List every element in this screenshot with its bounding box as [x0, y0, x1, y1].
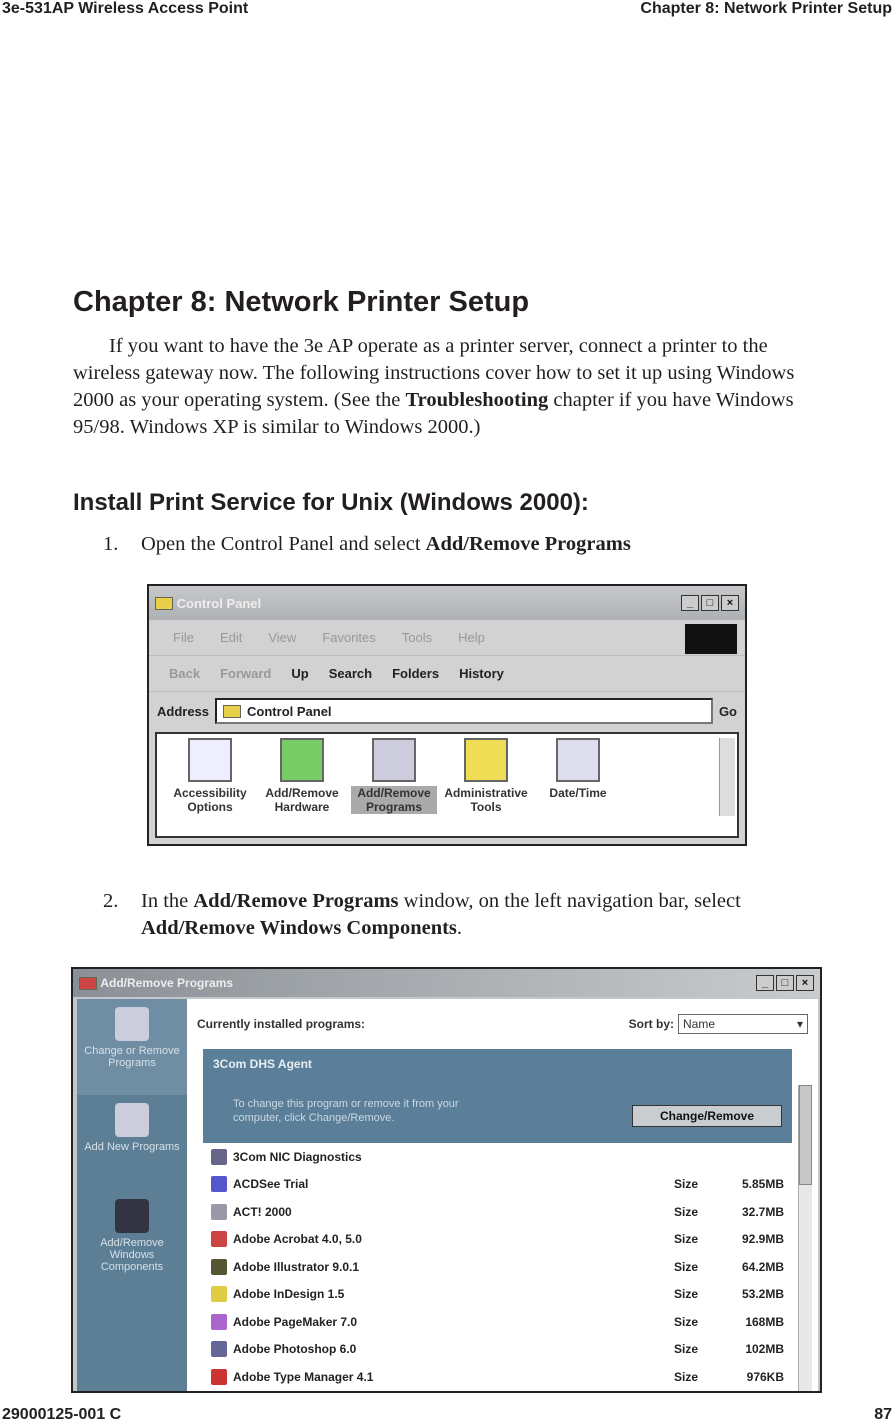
- item-label: Accessibility Options: [173, 786, 247, 814]
- scrollbar[interactable]: [719, 738, 735, 816]
- size-value: 92.9MB: [741, 1232, 784, 1247]
- nav-windows-components[interactable]: [77, 1191, 187, 1287]
- hardware-icon: [280, 738, 324, 782]
- step-text: In the: [141, 890, 194, 912]
- item-add-remove-hardware[interactable]: [259, 738, 345, 832]
- menu-favorites[interactable]: Favorites: [322, 630, 376, 645]
- close-icon[interactable]: ×: [796, 975, 814, 991]
- program-row[interactable]: [203, 1253, 792, 1281]
- program-desc: To change this program or remove it from your computer, click Change/Remove.: [233, 1098, 459, 1124]
- program-row[interactable]: [203, 1336, 792, 1364]
- minimize-icon[interactable]: _: [756, 975, 774, 991]
- program-name: 3Com DHS Agent: [213, 1057, 312, 1071]
- folders-button[interactable]: Folders: [392, 666, 440, 681]
- intro-text-2: chapter if you have Windows 95/98. Windows XP is similar to Windows 2000.): [73, 389, 794, 438]
- folder-icon: [223, 705, 241, 718]
- item-date-time[interactable]: [535, 738, 621, 832]
- size-value: 168MB: [745, 1314, 784, 1329]
- step-text: Open the Control Panel and select: [141, 533, 426, 555]
- nav-label: Change or Remove Programs: [84, 1045, 180, 1069]
- program-list: [187, 1143, 818, 1391]
- sort-value: Name: [683, 1017, 716, 1031]
- size-label: Size: [674, 1204, 699, 1219]
- item-label: Date/Time: [549, 786, 607, 800]
- program-row[interactable]: [203, 1281, 792, 1309]
- size-value: 5.85MB: [741, 1177, 784, 1192]
- nav-change-remove[interactable]: [77, 999, 187, 1095]
- menu-help[interactable]: Help: [458, 630, 485, 645]
- item-accessibility-options[interactable]: [167, 738, 253, 832]
- size-label: Size: [674, 1259, 699, 1274]
- item-add-remove-programs[interactable]: [351, 738, 437, 832]
- history-button[interactable]: History: [459, 666, 504, 681]
- program-name: Adobe Illustrator 9.0.1: [233, 1259, 360, 1274]
- step-text: .: [456, 917, 463, 939]
- intro-paragraph: [73, 333, 808, 441]
- up-button[interactable]: Up: [291, 666, 309, 681]
- menu-view[interactable]: View: [268, 630, 297, 645]
- programs-icon: [372, 738, 416, 782]
- list-heading: Currently installed programs:: [197, 1017, 366, 1031]
- page-number: 87: [874, 1406, 892, 1423]
- program-row[interactable]: [203, 1363, 792, 1391]
- admin-tools-icon: [464, 738, 508, 782]
- program-row[interactable]: [203, 1226, 792, 1254]
- nav-sidebar: [77, 999, 187, 1391]
- program-icon: [211, 1149, 227, 1165]
- windows-components-icon: [115, 1199, 149, 1233]
- program-icon: [211, 1314, 227, 1330]
- minimize-icon[interactable]: _: [681, 595, 699, 611]
- size-value: 32.7MB: [741, 1204, 784, 1219]
- step-number: 2.: [103, 890, 119, 912]
- running-header-left: 3e-531AP Wireless Access Point: [2, 0, 249, 17]
- program-icon: [211, 1231, 227, 1247]
- maximize-icon[interactable]: □: [701, 595, 719, 611]
- program-row[interactable]: [203, 1198, 792, 1226]
- sort-select[interactable]: [678, 1014, 808, 1034]
- accessibility-icon: [188, 738, 232, 782]
- menu-edit[interactable]: Edit: [219, 630, 243, 645]
- item-label: Add/Remove Programs: [351, 786, 437, 814]
- program-name: 3Com NIC Diagnostics: [233, 1149, 362, 1164]
- window-title: Add/Remove Programs: [100, 976, 234, 990]
- nav-add-new[interactable]: [77, 1095, 187, 1191]
- cd-icon: [115, 1103, 149, 1137]
- program-name: Adobe Type Manager 4.1: [233, 1369, 374, 1384]
- control-panel-screenshot: [147, 584, 747, 846]
- selected-program[interactable]: [203, 1049, 792, 1143]
- intro-text-1: If you want to have the 3e AP operate as a printer server, connect a printer to the wireless gateway now. The following instructions cover how to set it up using Windows 2000 as your operating system. (See the: [73, 335, 795, 411]
- program-name: Adobe Acrobat 4.0, 5.0: [233, 1232, 362, 1247]
- menu-bar: [149, 620, 745, 656]
- size-label: Size: [674, 1314, 699, 1329]
- menu-file[interactable]: File: [173, 630, 194, 645]
- nav-label: Add/Remove Windows Components: [100, 1237, 164, 1273]
- step-number: 1.: [103, 533, 119, 555]
- size-value: 64.2MB: [741, 1259, 784, 1274]
- program-row[interactable]: [203, 1171, 792, 1199]
- size-label: Size: [674, 1369, 699, 1384]
- item-administrative-tools[interactable]: [443, 738, 529, 832]
- sort-label: Sort by:: [628, 1017, 674, 1031]
- folder-icon: [155, 597, 173, 610]
- program-icon: [211, 1204, 227, 1220]
- program-row[interactable]: [203, 1143, 792, 1171]
- nav-label: Add New Programs: [84, 1141, 180, 1153]
- step-text: window, on the left navigation bar, select: [398, 890, 741, 912]
- program-icon: [211, 1286, 227, 1302]
- control-panel-items: [155, 732, 739, 838]
- scrollbar[interactable]: [798, 1085, 812, 1393]
- program-name: Adobe PageMaker 7.0: [233, 1314, 358, 1329]
- app-icon: [79, 977, 97, 990]
- program-row[interactable]: [203, 1308, 792, 1336]
- item-label: Administrative Tools: [444, 786, 528, 814]
- size-value: 53.2MB: [741, 1287, 784, 1302]
- program-name: Adobe Photoshop 6.0: [233, 1342, 357, 1357]
- footer-doc-number: 29000125-001 C: [2, 1406, 122, 1423]
- size-value: 102MB: [745, 1342, 784, 1357]
- step-bold: Add/Remove Programs: [425, 533, 631, 555]
- step-bold: Add/Remove Windows Components: [141, 917, 457, 939]
- size-value: 976KB: [746, 1369, 784, 1384]
- toolbar: [149, 656, 745, 692]
- chapter-title: Chapter 8: Network Printer Setup: [73, 286, 530, 318]
- close-icon[interactable]: ×: [721, 595, 739, 611]
- item-label: Add/Remove Hardware: [265, 786, 339, 814]
- program-name: ACT! 2000: [233, 1204, 292, 1219]
- forward-button[interactable]: Forward: [220, 666, 272, 681]
- address-label: Address: [157, 703, 210, 719]
- program-icon: [211, 1369, 227, 1385]
- size-label: Size: [674, 1232, 699, 1247]
- window-title: Control Panel: [176, 595, 262, 611]
- menu-tools[interactable]: Tools: [401, 630, 433, 645]
- windows-logo-icon: [685, 624, 737, 654]
- change-remove-icon: [115, 1007, 149, 1041]
- search-button[interactable]: Search: [328, 666, 373, 681]
- size-label: Size: [674, 1342, 699, 1357]
- clock-icon: [556, 738, 600, 782]
- program-name: ACDSee Trial: [233, 1177, 309, 1192]
- program-icon: [211, 1259, 227, 1275]
- size-label: Size: [674, 1287, 699, 1302]
- section-title: Install Print Service for Unix (Windows 2000):: [73, 489, 589, 516]
- step-bold: Add/Remove Programs: [193, 890, 399, 912]
- troubleshooting-ref: Troubleshooting: [405, 389, 549, 411]
- address-value: Control Panel: [247, 703, 332, 719]
- program-icon: [211, 1176, 227, 1192]
- program-icon: [211, 1341, 227, 1357]
- running-header-right: Chapter 8: Network Printer Setup: [640, 0, 892, 17]
- size-label: Size: [674, 1177, 699, 1192]
- back-button[interactable]: Back: [169, 666, 201, 681]
- chevron-down-icon: ▾: [796, 1017, 803, 1031]
- maximize-icon[interactable]: □: [776, 975, 794, 991]
- change-remove-button[interactable]: Change/Remove: [632, 1105, 782, 1127]
- go-button[interactable]: Go: [718, 703, 737, 719]
- program-name: Adobe InDesign 1.5: [233, 1287, 345, 1302]
- add-remove-programs-screenshot: [71, 967, 822, 1393]
- address-input[interactable]: [215, 698, 713, 724]
